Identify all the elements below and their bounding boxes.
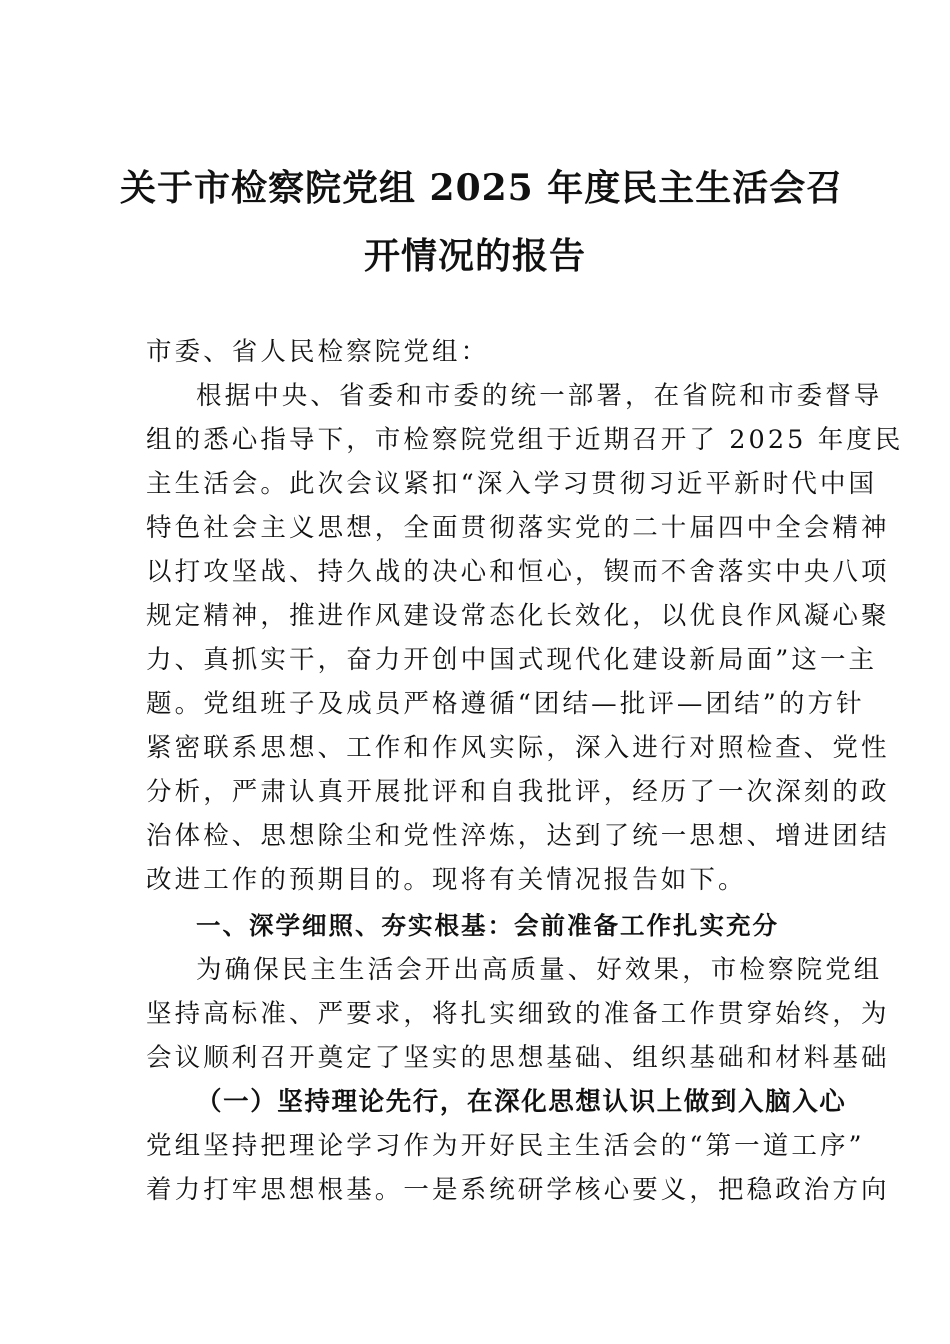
paragraph-line: 坚持高标准、严要求，将扎实细致的准备工作贯穿始终，为 bbox=[146, 999, 890, 1029]
sub-heading: （一）坚持理论先行，在深化思想认识上做到入脑入心 bbox=[196, 1087, 847, 1117]
paragraph-line: 组的悉心指导下，市检察院党组于近期召开了 2025 年度民 bbox=[146, 425, 904, 455]
paragraph-line: 以打攻坚战、持久战的决心和恒心，锲而不舍落实中央八项 bbox=[146, 557, 890, 587]
paragraph-line: 为确保民主生活会开出高质量、好效果，市检察院党组 bbox=[196, 955, 883, 985]
document-title-line-1: 关于市检察院党组 2025 年度民主生活会召 bbox=[120, 167, 844, 209]
paragraph-line: 紧密联系思想、工作和作风实际，深入进行对照检查、党性 bbox=[146, 733, 890, 763]
paragraph-line: 根据中央、省委和市委的统一部署，在省院和市委督导 bbox=[196, 381, 883, 411]
paragraph-line: 分析，严肃认真开展批评和自我批评，经历了一次深刻的政 bbox=[146, 777, 890, 807]
paragraph-line: 会议顺利召开奠定了坚实的思想基础、组织基础和材料基础 bbox=[146, 1043, 890, 1073]
paragraph-line: 特色社会主义思想，全面贯彻落实党的二十届四中全会精神 bbox=[146, 513, 890, 543]
paragraph-line: 党组坚持把理论学习作为开好民主生活会的“第一道工序” bbox=[146, 1131, 865, 1161]
paragraph-line: 主生活会。此次会议紧扣“深入学习贯彻习近平新时代中国 bbox=[146, 469, 878, 499]
paragraph-line: 规定精神，推进作风建设常态化长效化，以优良作风凝心聚 bbox=[146, 601, 890, 631]
paragraph-line: 力、真抓实干，奋力开创中国式现代化建设新局面”这一主 bbox=[146, 645, 878, 675]
section-heading: 一、深学细照、夯实根基：会前准备工作扎实充分 bbox=[196, 911, 779, 940]
document-title-line-2: 开情况的报告 bbox=[363, 235, 586, 277]
paragraph-line: 改进工作的预期目的。现将有关情况报告如下。 bbox=[146, 865, 747, 895]
paragraph-line: 题。党组班子及成员严格遵循“团结—批评—团结”的方针 bbox=[146, 689, 865, 719]
salutation: 市委、省人民检察院党组： bbox=[146, 337, 490, 367]
paragraph-line: 治体检、思想除尘和党性淬炼，达到了统一思想、增进团结 bbox=[146, 821, 890, 851]
paragraph-line: 着力打牢思想根基。一是系统研学核心要义，把稳政治方向 bbox=[146, 1175, 890, 1205]
